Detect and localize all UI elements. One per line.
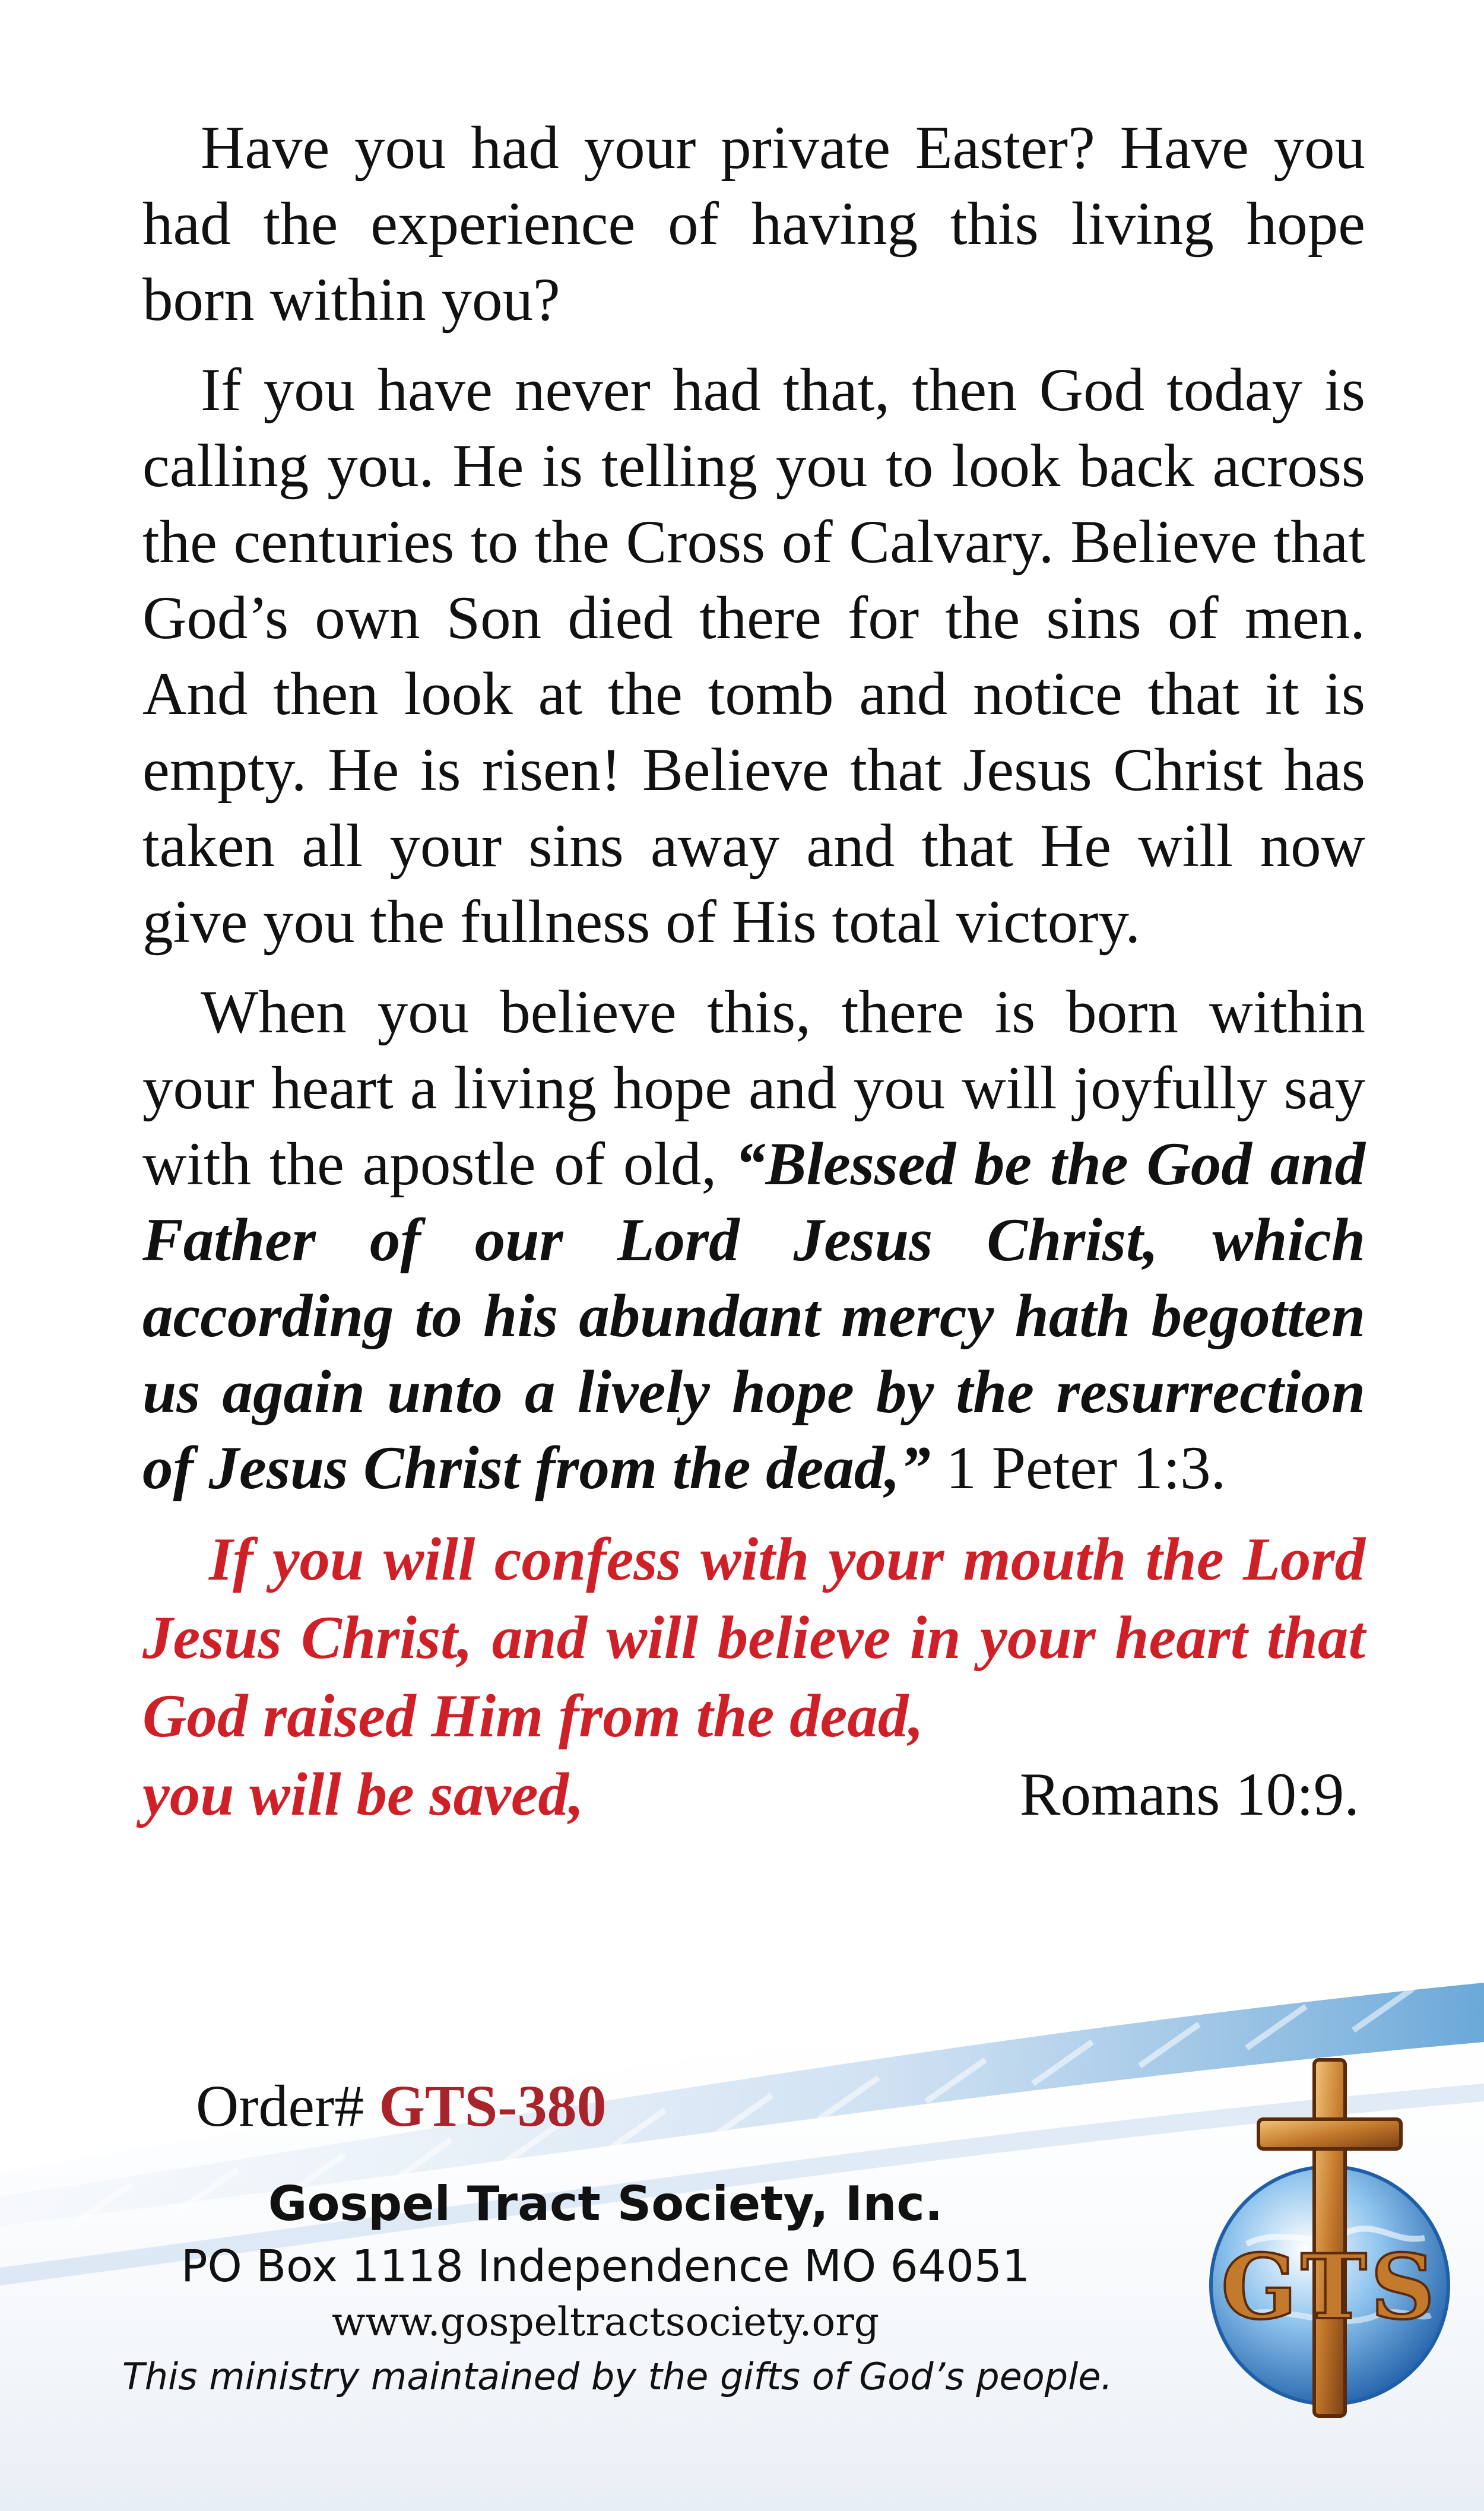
postal-address: PO Box 1118 Independence MO 64051 — [180, 2241, 1030, 2292]
order-code: GTS-380 — [379, 2073, 607, 2139]
paragraph-living-hope — [142, 974, 1365, 1506]
living-hope-intro: When you believe this, there is born within your heart a living hope and you will joyfully say with the apostle of old, — [142, 978, 1365, 1198]
scripture-reference: 1 Peter 1:3. — [930, 1434, 1226, 1502]
organization-name: Gospel Tract Society, Inc. — [268, 2176, 943, 2231]
cross-globe-logo-icon — [1199, 2048, 1460, 2428]
order-label: Order# — [196, 2073, 379, 2139]
paragraph-calling: If you have never had that, then God today is calling you. He is telling you to look back across the centuries to the Cross of Calvary. Believe that God’s own Son died there for the sins of men. And then look at the tomb and notice that it is empty. He is risen! Believe that Jesus Christ has taken all your sins away and that He will now give you the fullness of His total victory. — [142, 356, 1365, 956]
red-verse-end: you will be saved, — [142, 1761, 584, 1828]
publisher-footer — [0, 2170, 1211, 2404]
scripture-quote: “Blessed be the God and Father of our Lord Jesus Christ, which according to his abundant mercy hath begotten us again unto a lively hope by the resurrection of Jesus Christ from the dead,” — [142, 1130, 1365, 1502]
ministry-tagline: This ministry maintained by the gifts of God’s people. — [122, 2355, 1113, 2398]
order-number — [196, 2072, 607, 2140]
paragraph-private-easter: Have you had your private Easter? Have you had the experience of having this living hope born within you? — [142, 114, 1365, 334]
website-url: www.gospeltractsociety.org — [331, 2299, 880, 2345]
logo-letters: GTS — [1220, 2235, 1439, 2339]
tract-body — [142, 110, 1365, 1834]
red-verse: If you will confess with your mouth the Lord Jesus Christ, and will believe in your heart that God raised Him from the dead, — [142, 1526, 1365, 1750]
romans-reference: Romans 10:9. — [1019, 1761, 1359, 1828]
red-verse-ending — [142, 1755, 1365, 1834]
